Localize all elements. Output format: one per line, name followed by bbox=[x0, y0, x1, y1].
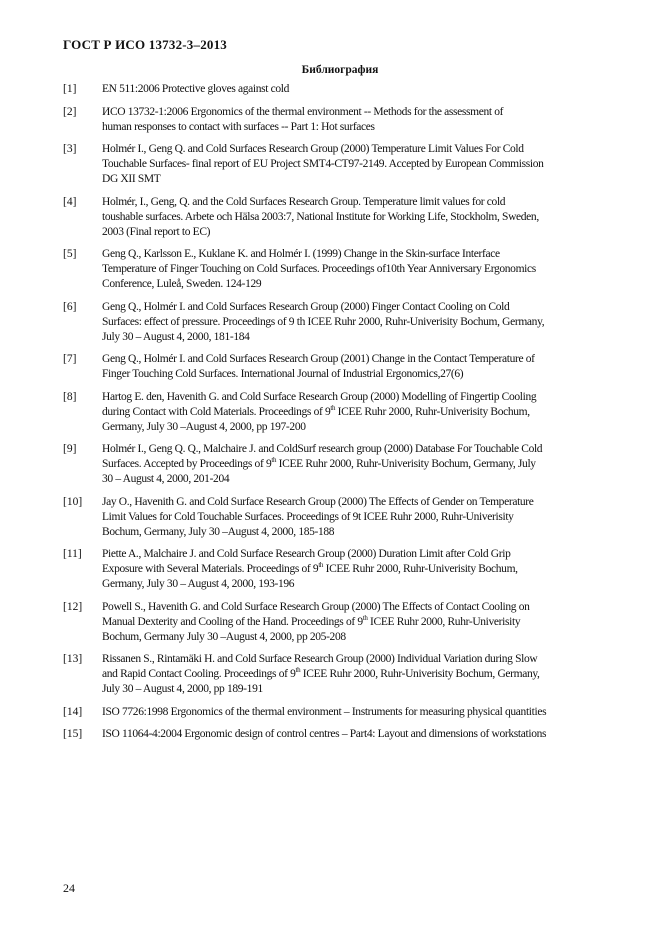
entry-line: July 30 – August 4, 2000, pp 189-191 bbox=[102, 683, 263, 695]
bibliography-entry bbox=[63, 705, 623, 720]
entry-number: [9] bbox=[63, 443, 77, 455]
entry-line: ИСО 13732-1:2006 Ergonomics of the thermal environment -- Methods for the assessment of bbox=[102, 105, 504, 118]
entry-line: Germany, July 30 – August 4, 2000, 193-196 bbox=[102, 578, 295, 590]
superscript: th bbox=[318, 561, 324, 569]
entry-line bbox=[102, 405, 623, 420]
entry-line: Limit Values for Cold Touchable Surfaces. Proceedings of 9t ICEE Ruhr 2000, Ruhr-Univerisity bbox=[102, 510, 514, 523]
bibliography-entry bbox=[63, 105, 623, 135]
entry-line: Conference, Luleå, Sweden. 124-129 bbox=[102, 278, 262, 290]
entry-number: [11] bbox=[63, 548, 82, 560]
entry-line: ISO 7726:1998 Ergonomics of the thermal environment – Instruments for measuring physical quantities bbox=[102, 705, 547, 718]
entry-text bbox=[102, 442, 623, 487]
entry-number: [8] bbox=[63, 390, 77, 403]
entry-line: Germany, July 30 –August 4, 2000, pp 197-200 bbox=[102, 420, 306, 433]
bibliography-entry bbox=[63, 390, 623, 435]
entry-line: human responses to contact with surfaces -- Part 1: Hot surfaces bbox=[102, 120, 375, 133]
entry-line: Geng Q., Holmér I. and Cold Surfaces Research Group (2001) Change in the Contact Temperature of bbox=[102, 353, 535, 365]
entry-line: ISO 11064-4:2004 Ergonomic design of control centres – Part4: Layout and dimensions of workstations bbox=[102, 728, 547, 740]
bibliography-entry bbox=[63, 142, 623, 187]
entry-line: Bochum, Germany July 30 –August 4, 2000, pp 205-208 bbox=[102, 630, 346, 643]
entry-number: [4] bbox=[63, 195, 77, 208]
entry-line: Holmér I., Geng Q. Q., Malchaire J. and ColdSurf research group (2000) Database For Touchable Cold bbox=[102, 443, 543, 455]
entry-number: [7] bbox=[63, 353, 77, 365]
entry-line: DG XII SMT bbox=[102, 173, 161, 185]
entry-line bbox=[102, 457, 623, 472]
entry-line-part: Manual Dexterity and Cooling of the Hand. Proceedings of 9 bbox=[102, 615, 363, 628]
entry-text bbox=[102, 105, 623, 135]
entry-text bbox=[102, 300, 623, 345]
bibliography-entry bbox=[63, 247, 623, 292]
bibliography-list bbox=[63, 82, 623, 750]
entry-text bbox=[102, 82, 623, 97]
bibliography-entry bbox=[63, 195, 623, 240]
entry-text bbox=[102, 195, 623, 240]
entry-number: [2] bbox=[63, 105, 77, 118]
superscript: th bbox=[362, 613, 368, 622]
entry-line: Geng Q., Holmér I. and Cold Surfaces Research Group (2000) Finger Contact Cooling on Cold bbox=[102, 300, 510, 313]
entry-line-part: Exposure with Several Materials. Proceedings of 9 bbox=[102, 563, 319, 575]
entry-line: EN 511:2006 Protective gloves against cold bbox=[102, 83, 290, 95]
document-header: ГОСТ Р ИСО 13732-3–2013 bbox=[63, 37, 228, 52]
entry-number: [3] bbox=[63, 143, 77, 155]
bibliography-entry bbox=[63, 300, 623, 345]
entry-line-part: ICEE Ruhr 2000, Ruhr-Univerisity Bochum, Germany, bbox=[300, 668, 540, 680]
entry-line: 30 – August 4, 2000, 201-204 bbox=[102, 473, 230, 485]
entry-text bbox=[102, 652, 623, 697]
entry-number: [13] bbox=[63, 653, 83, 665]
page-number: 24 bbox=[63, 881, 75, 895]
bibliography-entry bbox=[63, 442, 623, 487]
entry-text bbox=[102, 142, 623, 187]
bibliography-entry bbox=[63, 352, 623, 382]
entry-line: Rissanen S., Rintamäki H. and Cold Surface Research Group (2000) Individual Variation during Slow bbox=[102, 653, 538, 665]
entry-line: July 30 – August 4, 2000, 181-184 bbox=[102, 330, 250, 343]
entry-line: Touchable Surfaces- final report of EU Project SMT4-CT97-2149. Accepted by European Commission bbox=[102, 158, 544, 170]
entry-text bbox=[102, 727, 623, 742]
entry-line: Powell S., Havenith G. and Cold Surface Research Group (2000) The Effects of Contact Cooling on bbox=[102, 600, 530, 613]
bibliography-entry bbox=[63, 547, 623, 592]
entry-line-part: ICEE Ruhr 2000, Ruhr-Univerisity bbox=[367, 615, 521, 628]
entry-number: [14] bbox=[63, 705, 83, 718]
entry-line: Jay O., Havenith G. and Cold Surface Research Group (2000) The Effects of Gender on Temperature bbox=[102, 495, 534, 508]
entry-number: [1] bbox=[63, 83, 77, 95]
entry-number: [12] bbox=[63, 600, 83, 613]
superscript: th bbox=[295, 666, 301, 674]
bibliography-entry bbox=[63, 82, 623, 97]
bibliography-entry bbox=[63, 727, 623, 742]
entry-line: Hartog E. den, Havenith G. and Cold Surface Research Group (2000) Modelling of Fingertip Cooling bbox=[102, 390, 537, 403]
entry-line: Holmér I., Geng Q. and Cold Surfaces Research Group (2000) Temperature Limit Values For Cold bbox=[102, 143, 524, 155]
entry-text bbox=[102, 352, 623, 382]
section-title: Библиография bbox=[301, 64, 379, 76]
entry-number: [15] bbox=[63, 728, 83, 740]
entry-line: Bochum, Germany, July 30 –August 4, 2000, 185-188 bbox=[102, 525, 335, 538]
entry-line: Piette A., Malchaire J. and Cold Surface Research Group (2000) Duration Limit after Cold Grip bbox=[102, 548, 511, 560]
superscript: th bbox=[271, 456, 277, 464]
entry-number: [6] bbox=[63, 300, 77, 313]
entry-line-part: ICEE Ruhr 2000, Ruhr-Univerisity Bochum, Germany, July bbox=[276, 458, 536, 470]
entry-line: Temperature of Finger Touching on Cold Surfaces. Proceedings of10th Year Anniversary Ergonomics bbox=[102, 263, 536, 275]
bibliography-entry bbox=[63, 652, 623, 697]
entry-line-part: Surfaces. Accepted by Proceedings of 9 bbox=[102, 458, 272, 470]
entry-line-part: and Rapid Contact Cooling. Proceedings of 9 bbox=[102, 668, 296, 680]
entry-line: Holmér, I., Geng, Q. and the Cold Surfaces Research Group. Temperature limit values for cold bbox=[102, 195, 506, 208]
entry-number: [10] bbox=[63, 495, 83, 508]
entry-line bbox=[102, 667, 623, 682]
entry-line: toushable surfaces. Arbete och Hälsa 2003:7, National Institute for Working Life, Stockholm, Sweden, bbox=[102, 210, 539, 223]
entry-line bbox=[102, 615, 623, 630]
entry-line-part: during Contact with Cold Materials. Proceedings of 9 bbox=[102, 405, 331, 418]
entry-text bbox=[102, 600, 623, 645]
bibliography-entry bbox=[63, 495, 623, 540]
entry-line: Surfaces: effect of pressure. Proceedings of 9 th ICEE Ruhr 2000, Ruhr-Univerisity Bochum, Germany, bbox=[102, 315, 545, 328]
entry-line-part: ICEE Ruhr 2000, Ruhr-Univerisity Bochum, bbox=[323, 563, 518, 575]
entry-line: Finger Touching Cold Surfaces. International Journal of Industrial Ergonomics,27(6) bbox=[102, 368, 464, 380]
entry-line: Geng Q., Karlsson E., Kuklane K. and Holmér I. (1999) Change in the Skin-surface Interface bbox=[102, 248, 500, 260]
entry-text bbox=[102, 547, 623, 592]
entry-text bbox=[102, 495, 623, 540]
entry-line bbox=[102, 562, 623, 577]
entry-text bbox=[102, 390, 623, 435]
superscript: th bbox=[330, 403, 336, 412]
entry-number: [5] bbox=[63, 248, 77, 260]
bibliography-entry bbox=[63, 600, 623, 645]
entry-line-part: ICEE Ruhr 2000, Ruhr-Univerisity Bochum, bbox=[335, 405, 530, 418]
entry-text bbox=[102, 705, 623, 720]
entry-line: 2003 (Final report to EC) bbox=[102, 225, 211, 238]
entry-text bbox=[102, 247, 623, 292]
